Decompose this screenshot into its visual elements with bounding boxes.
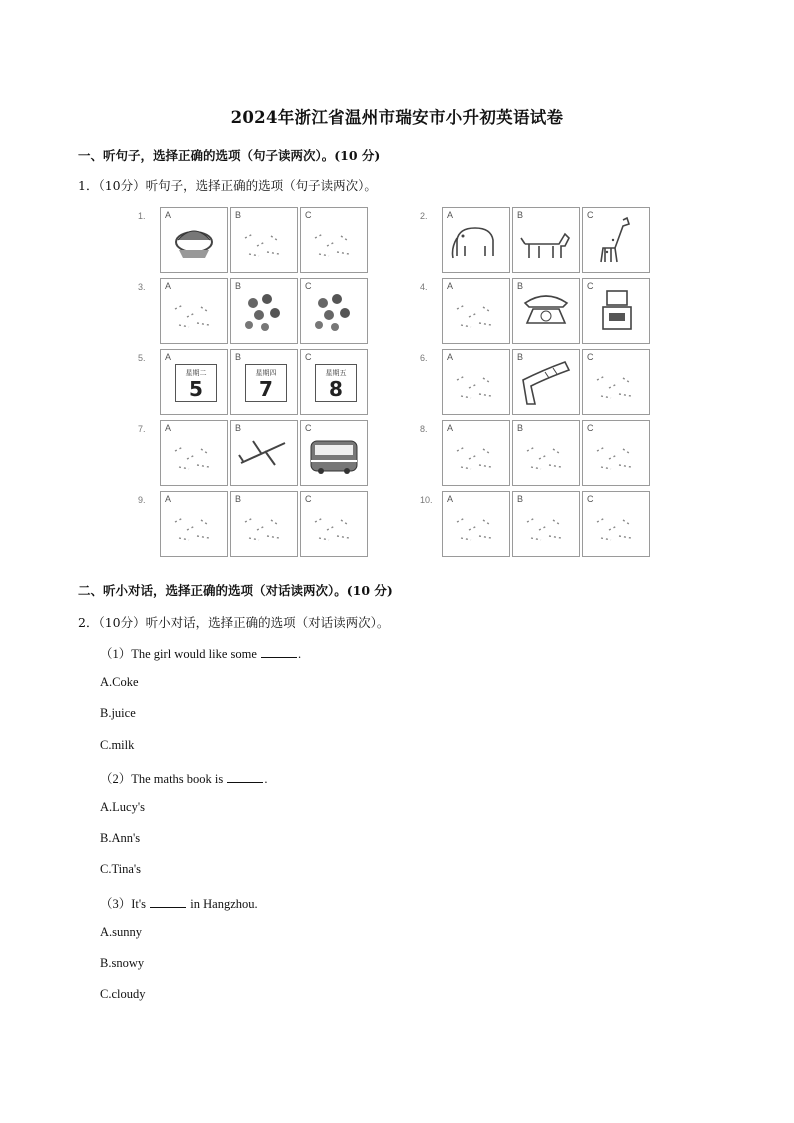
option-a-box[interactable]: [442, 207, 510, 273]
answer-blank[interactable]: [261, 646, 297, 658]
section2-heading: 二、听小对话，选择正确的选项（对话读两次）。(10 分): [78, 583, 393, 598]
question-text-end: .: [298, 647, 302, 661]
food-icon: [161, 208, 227, 272]
option-a-box[interactable]: [160, 207, 228, 273]
sketch-icon: [231, 208, 297, 272]
option-label: C: [587, 281, 594, 291]
option-b-box[interactable]: [512, 420, 580, 486]
plane-icon: [231, 421, 297, 485]
answer-option[interactable]: B.juice: [100, 706, 136, 721]
option-label: A: [165, 352, 172, 362]
calendar-day: 8: [329, 377, 343, 401]
option-c-box[interactable]: [300, 278, 368, 344]
calendar-weekday: 星期五: [325, 369, 347, 377]
option-label: A: [447, 352, 454, 362]
answer-option[interactable]: C.milk: [100, 737, 135, 752]
question-number: 2.: [420, 211, 428, 221]
option-b-box[interactable]: [512, 349, 580, 415]
calendar-day: 5: [189, 377, 203, 401]
option-label: C: [305, 210, 312, 220]
sketch-icon: [443, 350, 509, 414]
option-label: B: [517, 423, 524, 433]
option-label: B: [235, 352, 242, 362]
option-c-box[interactable]: [300, 349, 368, 415]
option-c-box[interactable]: [582, 349, 650, 415]
option-label: B: [517, 281, 524, 291]
picture-question-8: [420, 420, 654, 484]
question-number: 8.: [420, 424, 428, 434]
dialogue-question-3: [100, 894, 258, 912]
option-label: C: [587, 352, 594, 362]
question-2: 2．（10分）听小对话，选择正确的选项（对话读两次）。: [78, 615, 390, 630]
picture-question-3: [138, 278, 372, 342]
sketch-icon: [583, 421, 649, 485]
question-number: 6.: [420, 353, 428, 363]
option-label: B: [235, 210, 242, 220]
option-label: B: [517, 494, 524, 504]
answer-blank[interactable]: [227, 771, 263, 783]
answer-option[interactable]: C.cloudy: [100, 987, 146, 1002]
dialogue-question-2: [100, 769, 268, 787]
answer-option[interactable]: C.Tina's: [100, 862, 142, 877]
option-a-box[interactable]: [160, 491, 228, 557]
question-text-end: in Hangzhou.: [187, 896, 258, 911]
page-title: 2024年浙江省温州市瑞安市小升初英语试卷: [230, 108, 564, 127]
dog-icon: [513, 208, 579, 272]
sketch-icon: [443, 421, 509, 485]
answer-option[interactable]: A.sunny: [100, 924, 143, 939]
option-b-box[interactable]: [230, 420, 298, 486]
option-label: A: [447, 281, 454, 291]
calendar-weekday: 星期二: [185, 369, 207, 377]
calendar-icon: [315, 364, 357, 402]
option-label: C: [305, 494, 312, 504]
option-b-box[interactable]: [230, 207, 298, 273]
calendar-icon: [175, 364, 217, 402]
question-text: （1）The girl would like some: [100, 647, 261, 661]
elephant-icon: [443, 208, 509, 272]
option-label: A: [165, 494, 172, 504]
option-label: A: [447, 210, 454, 220]
option-label: A: [447, 423, 454, 433]
giraffe-icon: [583, 208, 649, 272]
option-label: B: [235, 423, 242, 433]
option-label: B: [517, 210, 524, 220]
question-text: （3）It's: [100, 896, 150, 911]
option-c-box[interactable]: [300, 420, 368, 486]
picture-question-1: [138, 207, 372, 271]
option-label: A: [165, 423, 172, 433]
option-label: A: [165, 281, 172, 291]
calendar-weekday: 星期四: [255, 369, 277, 377]
picture-question-9: [138, 491, 372, 555]
sketch-icon: [443, 492, 509, 556]
flowers-icon: [231, 279, 297, 343]
option-b-box[interactable]: [230, 278, 298, 344]
option-b-box[interactable]: [230, 491, 298, 557]
option-label: B: [517, 352, 524, 362]
option-label: C: [305, 423, 312, 433]
option-a-box[interactable]: [442, 278, 510, 344]
option-label: C: [587, 494, 594, 504]
sketch-icon: [161, 279, 227, 343]
option-b-box[interactable]: [512, 278, 580, 344]
question-number: 5.: [138, 353, 146, 363]
question-number: 4.: [420, 282, 428, 292]
option-a-box[interactable]: [160, 278, 228, 344]
option-label: C: [305, 281, 312, 291]
picture-options-grid: [136, 207, 662, 561]
option-label: A: [165, 210, 172, 220]
option-label: A: [447, 494, 454, 504]
question-number: 9.: [138, 495, 146, 505]
option-b-box[interactable]: [230, 349, 298, 415]
section1-heading: 一、听句子，选择正确的选项（句子读两次）。(10 分): [78, 148, 381, 163]
question-text-end: .: [264, 771, 268, 786]
sketch-icon: [161, 492, 227, 556]
option-label: C: [587, 210, 594, 220]
answer-option[interactable]: A.Lucy's: [100, 800, 145, 814]
option-c-box[interactable]: [582, 420, 650, 486]
sketch-icon: [301, 492, 367, 556]
sketch-icon: [513, 421, 579, 485]
scarf-icon: [513, 350, 579, 414]
calendar-icon: [245, 364, 287, 402]
question-number: 1.: [138, 211, 146, 221]
option-b-box[interactable]: [512, 491, 580, 557]
option-b-box[interactable]: [512, 207, 580, 273]
calendar-day: 7: [259, 377, 273, 401]
option-c-box[interactable]: [582, 491, 650, 557]
option-c-box[interactable]: [300, 207, 368, 273]
sketch-icon: [583, 492, 649, 556]
robot-icon: [583, 279, 649, 343]
answer-option[interactable]: B.snowy: [100, 956, 145, 970]
question-number: 10.: [420, 495, 433, 505]
picture-question-2: [420, 207, 654, 271]
option-a-box[interactable]: [442, 491, 510, 557]
question-number: 3.: [138, 282, 146, 292]
question-number: 7.: [138, 424, 146, 434]
picture-question-6: [420, 349, 654, 413]
flowers-icon: [301, 279, 367, 343]
sketch-icon: [513, 492, 579, 556]
option-label: C: [587, 423, 594, 433]
picture-question-4: [420, 278, 654, 342]
sketch-icon: [301, 208, 367, 272]
picture-question-10: [420, 491, 654, 555]
telephone-icon: [513, 279, 579, 343]
question-text: （2）The maths book is: [100, 771, 227, 786]
option-c-box[interactable]: [300, 491, 368, 557]
option-c-box[interactable]: [582, 278, 650, 344]
answer-blank[interactable]: [150, 896, 186, 908]
sketch-icon: [443, 279, 509, 343]
option-label: B: [235, 494, 242, 504]
option-c-box[interactable]: [582, 207, 650, 273]
option-a-box[interactable]: [442, 349, 510, 415]
train-icon: [301, 421, 367, 485]
sketch-icon: [583, 350, 649, 414]
option-label: C: [305, 352, 312, 362]
picture-question-5: [138, 349, 372, 413]
sketch-icon: [161, 421, 227, 485]
picture-question-7: [138, 420, 372, 484]
answer-option[interactable]: B.Ann's: [100, 831, 141, 846]
option-a-box[interactable]: [442, 420, 510, 486]
dialogue-question-1: [100, 644, 301, 662]
answer-option[interactable]: A.Coke: [100, 675, 139, 690]
option-a-box[interactable]: [160, 420, 228, 486]
question-1: 1．（10分）听句子，选择正确的选项（句子读两次）。: [78, 178, 377, 193]
option-a-box[interactable]: [160, 349, 228, 415]
option-label: B: [235, 281, 242, 291]
sketch-icon: [231, 492, 297, 556]
